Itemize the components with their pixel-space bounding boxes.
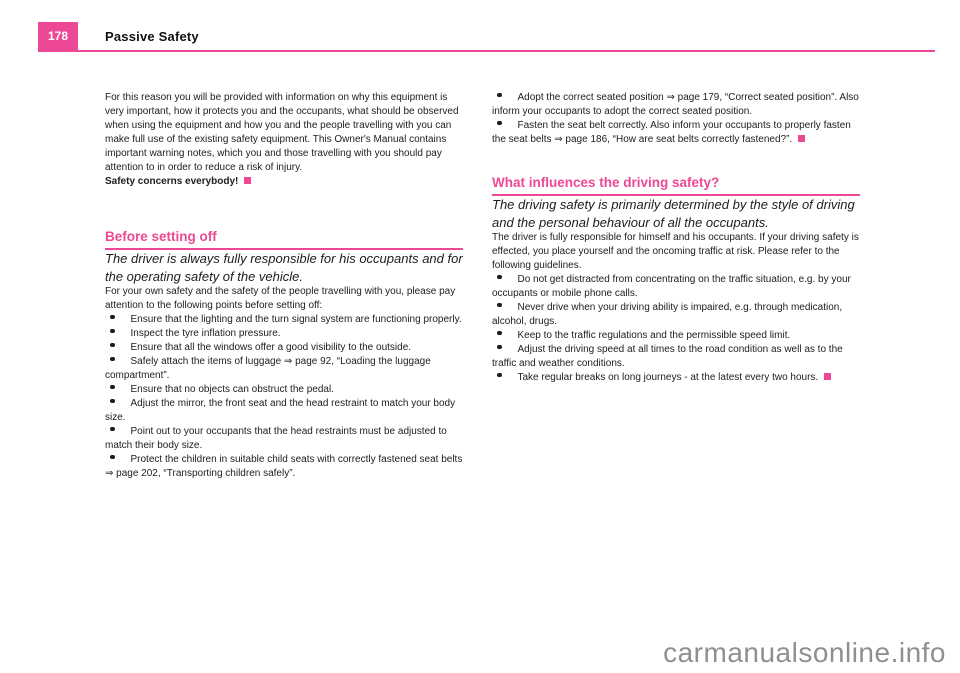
section-heading-before-setting-off: Before setting off — [105, 229, 463, 250]
list-item — [492, 329, 860, 343]
list-item — [105, 313, 463, 327]
list-item-text: Point out to your occupants that the head restraints must be adjusted to match their body size. — [105, 426, 447, 451]
bullet-dot — [497, 275, 502, 280]
section-lead: The driver is always fully responsible for his occupants and for the operating safety of the vehicle. — [105, 251, 463, 284]
safety-note-text: Safety concerns everybody! — [105, 176, 239, 187]
intro-paragraph: For this reason you will be provided with information on why this equipment is very important, how it protects you and the occupants, what should be observed when using the equipment and how you and the people travelling with you can make full use of the existing safety equipment. This Owner's Manual contains important warning notes, which you and those travelling with you should pay attention to in order to reduce a risk of injury. — [105, 92, 459, 173]
list-item — [105, 425, 463, 453]
list-item-text: Safely attach the items of luggage ⇒ page 92, “Loading the luggage compartment”. — [105, 356, 431, 381]
list-item — [492, 91, 860, 119]
bullet-dot — [110, 427, 115, 432]
list-item-text: Adopt the correct seated position ⇒ page 179, “Correct seated position”. Also inform your occupants to adopt the correct seated position. — [492, 92, 859, 117]
list-item-text: Ensure that no objects can obstruct the pedal. — [130, 384, 334, 395]
list-item — [105, 397, 463, 425]
left-column — [105, 91, 463, 481]
section-lead: The driving safety is primarily determined by the style of driving and the personal behaviour of all the occupants. — [492, 197, 855, 230]
list-item-text: Adjust the driving speed at all times to the road condition as well as to the traffic and weather conditions. — [492, 344, 843, 369]
bullet-dot — [110, 329, 115, 334]
page-number-tab — [38, 22, 78, 50]
bullet-dot — [110, 357, 115, 362]
right-column — [492, 91, 860, 385]
bullet-dot — [497, 373, 502, 378]
watermark: carmanualsonline.info — [663, 637, 946, 668]
list-item — [492, 343, 860, 371]
safety-note — [105, 175, 463, 189]
list-item-text: Protect the children in suitable child seats with correctly fastened seat belts ⇒ page 202, “Transporting children safely”. — [105, 454, 463, 479]
section-heading-driving-safety: What influences the driving safety? — [492, 175, 860, 196]
section-end-square — [798, 135, 805, 142]
list-item — [105, 341, 463, 355]
bullet-dot — [110, 343, 115, 348]
list-item — [105, 327, 463, 341]
list-item — [105, 383, 463, 397]
list-item-text: Adjust the mirror, the front seat and the head restraint to match your body size. — [105, 398, 456, 423]
bullet-dot — [110, 455, 115, 460]
chapter-title: Passive Safety — [105, 29, 199, 44]
section-intro: The driver is fully responsible for himself and his occupants. If your driving safety is effected, you place yourself and the oncoming traffic at risk. Please refer to the following guidelines. — [492, 232, 859, 271]
list-item-text: Do not get distracted from concentrating on the traffic situation, e.g. by your occupants or mobile phone calls. — [492, 274, 851, 299]
list-item — [492, 119, 860, 147]
list-item-text: Ensure that the lighting and the turn signal system are functioning properly. — [130, 314, 462, 325]
bullet-dot — [110, 315, 115, 320]
bullet-dot — [497, 345, 502, 350]
section-end-square — [244, 177, 251, 184]
bullet-dot — [497, 303, 502, 308]
list-item — [105, 453, 463, 481]
section-end-square — [824, 373, 831, 380]
list-item — [105, 355, 463, 383]
list-item — [492, 301, 860, 329]
list-item-text: Keep to the traffic regulations and the permissible speed limit. — [517, 330, 791, 341]
page-number: 178 — [47, 29, 69, 43]
list-item-text: Take regular breaks on long journeys - at the latest every two hours. — [517, 372, 819, 383]
list-item-text: Never drive when your driving ability is impaired, e.g. through medication, alcohol, drugs. — [492, 302, 843, 327]
list-item — [492, 273, 860, 301]
bullet-dot — [497, 121, 502, 126]
list-item-text: Ensure that all the windows offer a good visibility to the outside. — [130, 342, 412, 353]
bullet-dot — [497, 93, 502, 98]
bullet-dot — [497, 331, 502, 336]
bullet-dot — [110, 385, 115, 390]
header-rule — [38, 50, 935, 52]
bullet-dot — [110, 399, 115, 404]
list-item-text: Fasten the seat belt correctly. Also inform your occupants to properly fasten the seat belts ⇒ page 186, “How are seat belts correctly fastened?”. — [492, 120, 851, 145]
list-item — [492, 371, 860, 385]
list-item-text: Inspect the tyre inflation pressure. — [130, 328, 281, 339]
section-intro: For your own safety and the safety of the people travelling with you, please pay attention to the following points before setting off: — [105, 286, 456, 311]
